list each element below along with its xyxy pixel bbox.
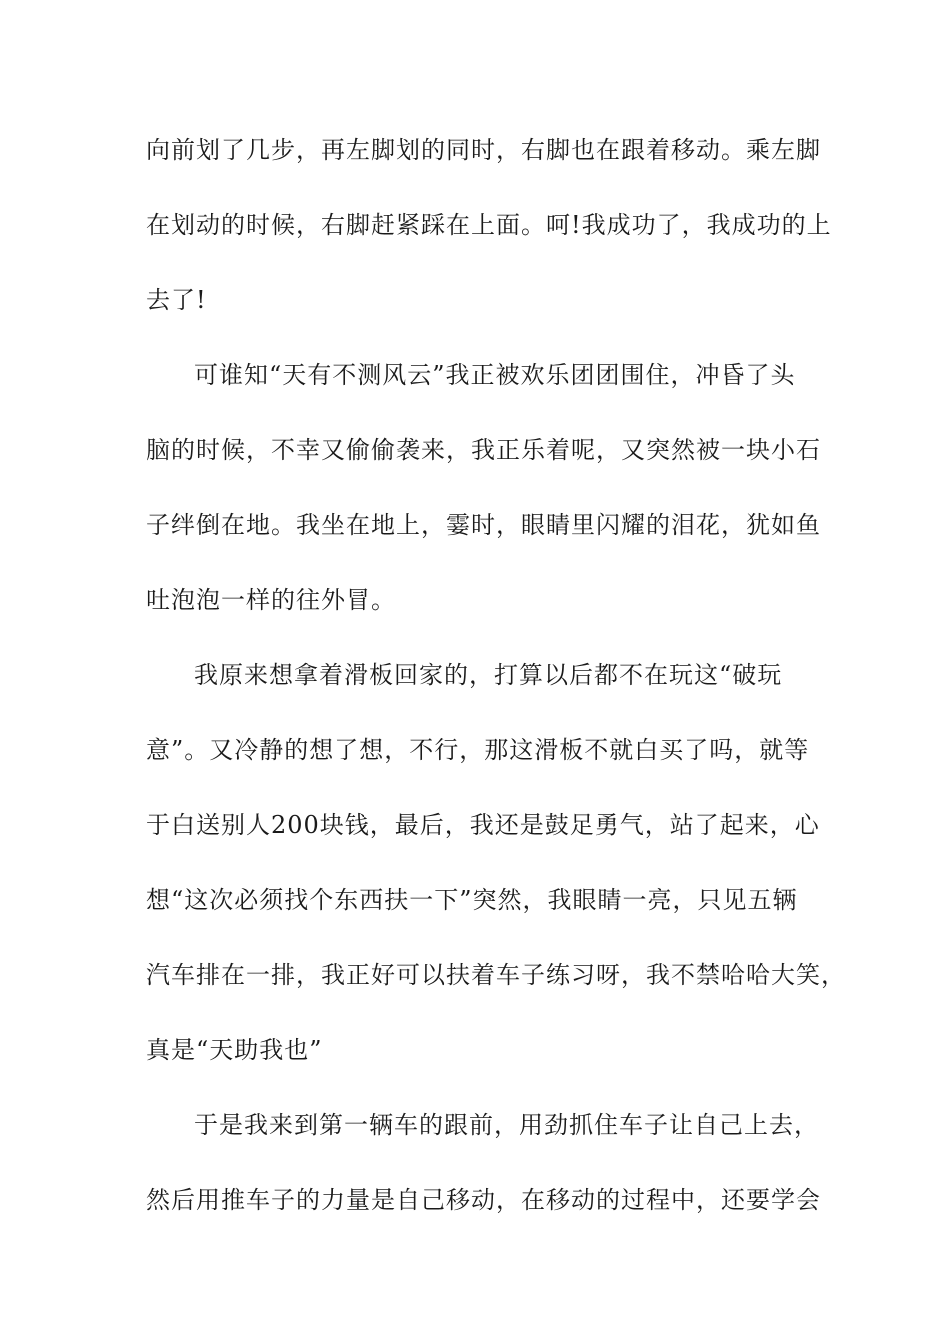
- text-line: 子绊倒在地。我坐在地上，霎时，眼睛里闪耀的泪花，犹如鱼: [146, 511, 821, 539]
- text-line: 在划动的时候，右脚赶紧踩在上面。呵!我成功了，我成功的上: [146, 211, 832, 239]
- text-line: 脑的时候，不幸又偷偷袭来，我正乐着呢，又突然被一块小石: [146, 436, 821, 464]
- text-line: 意”。又冷静的想了想，不行，那这滑板不就白买了吗，就等: [146, 736, 810, 764]
- text-line: 真是“天助我也”: [146, 1036, 323, 1064]
- text-line: 可谁知“天有不测风云”我正被欢乐团团围住，冲昏了头: [194, 361, 796, 389]
- text-line: 然后用推车子的力量是自己移动，在移动的过程中，还要学会: [146, 1186, 821, 1214]
- text-line: 向前划了几步，再左脚划的同时，右脚也在跟着移动。乘左脚: [146, 136, 821, 164]
- text-line: 汽车排在一排，我正好可以扶着车子练习呀，我不禁哈哈大笑，: [146, 961, 846, 989]
- text-line: 我原来想拿着滑板回家的，打算以后都不在玩这“破玩: [194, 661, 783, 689]
- text-line: 于是我来到第一辆车的跟前，用劲抓住车子让自己上去，: [194, 1111, 819, 1139]
- text-line: 吐泡泡一样的往外冒。: [146, 586, 396, 614]
- text-line: 于白送别人200块钱，最后，我还是鼓足勇气，站了起来，心: [146, 811, 820, 839]
- text-line: 想“这次必须找个东西扶一下”突然，我眼睛一亮，只见五辆: [146, 886, 798, 914]
- text-line: 去了!: [146, 286, 207, 314]
